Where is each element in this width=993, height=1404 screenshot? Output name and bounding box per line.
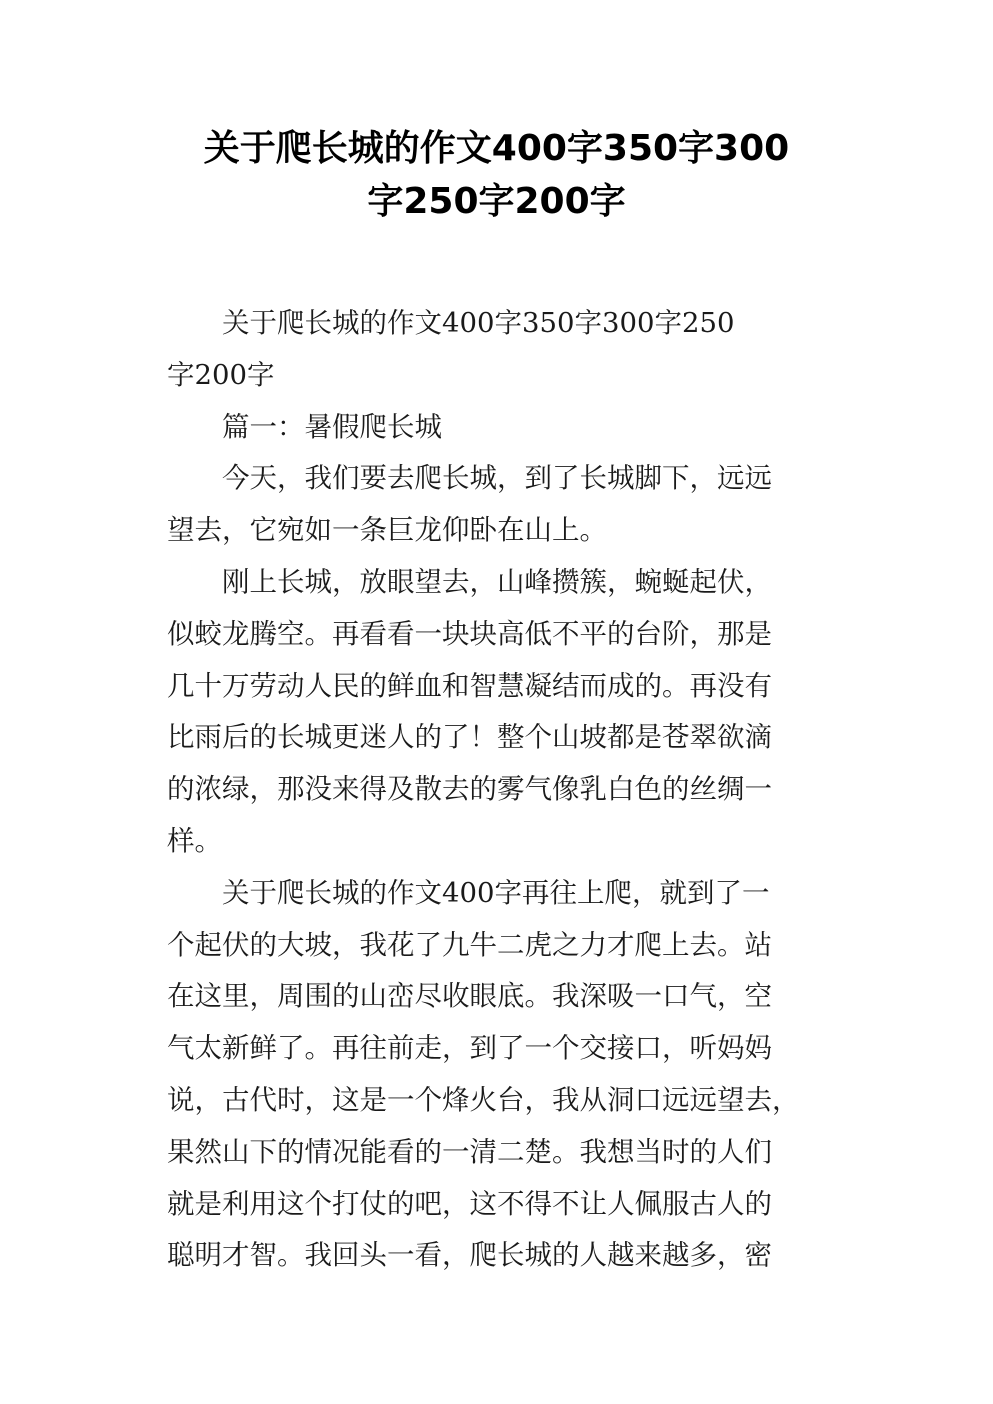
- text-line: 样。: [167, 824, 222, 857]
- text-line: 似蛟龙腾空。再看看一块块高低不平的台阶，那是: [167, 617, 772, 650]
- text-line: 关于爬长城的作文400字再往上爬，就到了一: [222, 876, 770, 909]
- title-line: 关于爬长城的作文400字350字300: [203, 128, 790, 169]
- text-line: 刚上长城，放眼望去，山峰攒簇，蜿蜒起伏，: [222, 565, 772, 598]
- text-line: 聪明才智。我回头一看，爬长城的人越来越多，密: [167, 1239, 772, 1272]
- text-line: 篇一：暑假爬长城: [222, 410, 442, 443]
- paragraph: [167, 868, 832, 1282]
- text-line: 在这里，周围的山峦尽收眼底。我深吸一口气，空: [167, 980, 772, 1013]
- text-line: 今天，我们要去爬长城，到了长城脚下，远远: [222, 462, 772, 495]
- text-line: 气太新鲜了。再往前走，到了一个交接口，听妈妈: [167, 1032, 772, 1065]
- text-line: 字200字: [167, 358, 275, 391]
- text-line: 果然山下的情况能看的一清二楚。我想当时的人们: [167, 1135, 772, 1168]
- text-line: 望去，它宛如一条巨龙仰卧在山上。: [167, 514, 607, 547]
- text-line: 几十万劳动人民的鲜血和智慧凝结而成的。再没有: [167, 669, 772, 702]
- text-line: 个起伏的大坡，我花了九牛二虎之力才爬上去。站: [167, 928, 772, 961]
- document-title: [120, 122, 873, 228]
- text-line: 的浓绿，那没来得及散去的雾气像乳白色的丝绸一: [167, 773, 772, 806]
- title-line: 字250字200字: [367, 181, 626, 222]
- paragraph: [167, 453, 832, 557]
- text-line: 关于爬长城的作文400字350字300字250: [222, 307, 735, 339]
- text-line: 就是利用这个打仗的吧，这不得不让人佩服古人的: [167, 1187, 772, 1220]
- text-line: 说，古代时，这是一个烽火台，我从洞口远远望去，: [167, 1083, 800, 1116]
- paragraph: [167, 298, 832, 402]
- text-line: 比雨后的长城更迷人的了！整个山坡都是苍翠欲滴: [167, 721, 772, 754]
- section-heading: [167, 402, 832, 454]
- document-body: [167, 298, 832, 1282]
- paragraph: [167, 557, 832, 868]
